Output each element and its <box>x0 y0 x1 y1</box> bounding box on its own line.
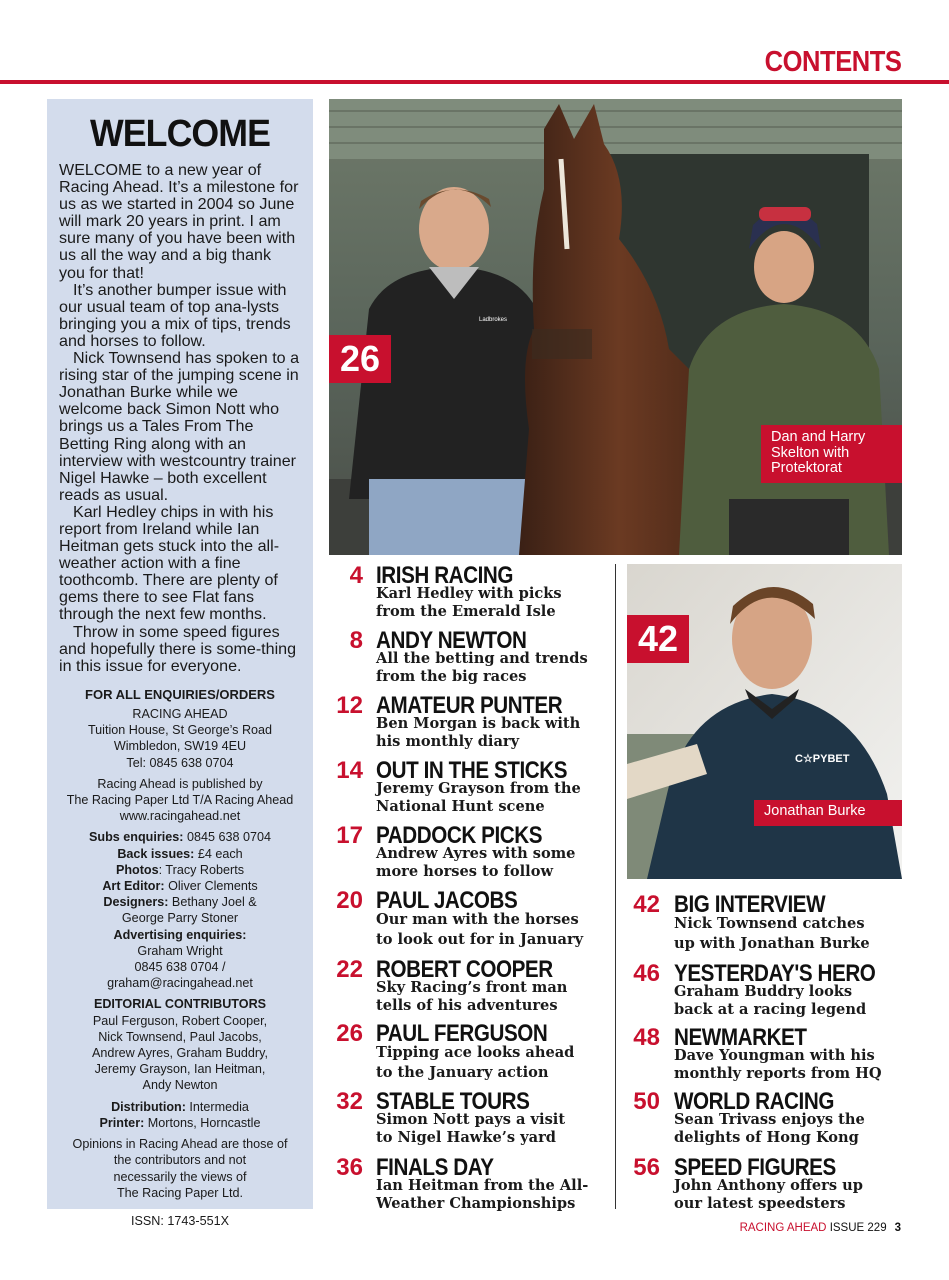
hero-photo-illustration <box>329 99 902 555</box>
entry-description: Simon Nott pays a visit to Nigel Hawke’s yard <box>376 1111 566 1146</box>
entry-page-number: 14 <box>336 757 363 784</box>
page-title: CONTENTS <box>764 46 901 78</box>
entry-title: PAUL JACOBS <box>376 887 518 914</box>
contributors-heading: EDITORIAL CONTRIBUTORS <box>93 997 267 1012</box>
entry-page-number: 20 <box>336 887 363 914</box>
distribution: Distribution: Intermedia <box>111 1099 249 1114</box>
feature-page-badge: 42 <box>627 615 689 663</box>
disclaimer-line: Opinions in Racing Ahead are those of <box>72 1137 288 1152</box>
entry-description: Graham Buddry looks back at a racing legend <box>674 983 867 1018</box>
credit-designers: Designers: Bethany Joel & <box>103 895 257 910</box>
entry-title: STABLE TOURS <box>376 1088 530 1115</box>
entry-page-number: 48 <box>633 1024 660 1051</box>
enquiries-heading: FOR ALL ENQUIRIES/ORDERS <box>85 686 275 702</box>
entry-description: Nick Townsend catches up with Jonathan Burke <box>674 915 870 952</box>
entry-page-number: 22 <box>336 956 363 983</box>
entry-description: John Anthony offers up our latest speedsters <box>674 1177 863 1212</box>
entry-description: Andrew Ayres with some more horses to follow <box>376 845 576 880</box>
entry-title: NEWMARKET <box>674 1024 807 1051</box>
entry-title: BIG INTERVIEW <box>674 891 826 918</box>
entry-page-number: 36 <box>336 1154 363 1181</box>
feature-caption: Jonathan Burke <box>754 800 902 826</box>
entry-page-number: 8 <box>349 627 363 654</box>
entry-description: Tipping ace looks ahead to the January action <box>376 1044 575 1081</box>
entry-title: ROBERT COOPER <box>376 956 553 983</box>
entry-description: Sean Trivass enjoys the delights of Hong Kong <box>674 1111 865 1146</box>
disclaimer-line: necessarily the views of <box>113 1169 247 1184</box>
address-line: Tuition House, St George’s Road <box>87 723 273 738</box>
entry-page-number: 46 <box>633 960 660 987</box>
hero-photo <box>329 99 902 555</box>
entry-description: Our man with the horses to look out for in January <box>376 911 584 948</box>
feature-photo-illustration <box>627 564 902 879</box>
advertising-email: graham@racingahead.net <box>107 976 253 991</box>
credit-back-issues: Back issues: £4 each <box>117 846 243 861</box>
entry-title: FINALS DAY <box>376 1154 494 1181</box>
advertising-line: 0845 638 0704 / <box>134 960 226 975</box>
publisher-line: The Racing Paper Ltd T/A Racing Ahead <box>66 793 294 808</box>
welcome-paragraph: It’s another bumper issue with our usual team of top ana-lysts bringing you a mix of tips, trends and horses to follow. <box>59 280 291 350</box>
entry-page-number: 12 <box>336 692 363 719</box>
footer-issue: ISSUE 229 <box>826 1222 887 1234</box>
entry-description: Sky Racing’s front man tells of his adventures <box>376 979 568 1014</box>
entry-title: PAUL FERGUSON <box>376 1020 548 1047</box>
disclaimer-line: The Racing Paper Ltd. <box>116 1185 243 1200</box>
entry-title: SPEED FIGURES <box>674 1154 836 1181</box>
welcome-title: WELCOME <box>90 113 270 155</box>
address-line: Wimbledon, SW19 4EU <box>113 739 247 754</box>
entry-description: Karl Hedley with picks from the Emerald Isle <box>376 585 562 620</box>
entry-description: Ben Morgan is back with his monthly diary <box>376 715 581 750</box>
welcome-body <box>59 162 301 675</box>
welcome-paragraph: Karl Hedley chips in with his report from Ireland while Ian Heitman gets stuck into the all-weather action with a fine toothcomb. There are plenty of gems there to see Flat fans through the next few months. <box>59 502 280 624</box>
welcome-sidebar <box>47 99 313 1228</box>
hero-caption: Dan and Harry Skelton with Protektorat <box>761 425 902 483</box>
entry-page-number: 4 <box>349 562 363 589</box>
contributors-line: Andy Newton <box>142 1078 218 1093</box>
welcome-paragraph: Nick Townsend has spoken to a rising star of the jumping scene in Jonathan Burke while we welcome back Simon Nott who brings us a Tales From The Betting Ring along with an interview with westcountry trainer Nigel Hawke – both excellent reads as usual. <box>59 349 300 504</box>
entry-description: Dave Youngman with his monthly reports from HQ <box>674 1047 882 1082</box>
header-rule <box>0 80 949 84</box>
entry-title: ANDY NEWTON <box>376 627 527 654</box>
publication-info <box>59 687 301 1229</box>
contributors-line: Nick Townsend, Paul Jacobs, <box>98 1029 262 1044</box>
entry-page-number: 50 <box>633 1088 660 1115</box>
issn: ISSN: 1743-551X <box>130 1213 229 1228</box>
hero-sponsor-logo: Ladbrokes <box>479 317 508 323</box>
entry-page-number: 42 <box>633 891 660 918</box>
footer-page-number: 3 <box>894 1222 901 1234</box>
printer: Printer: Mortons, Horncastle <box>99 1115 261 1130</box>
entry-page-number: 26 <box>336 1020 363 1047</box>
advertising-line: Graham Wright <box>137 943 223 958</box>
entry-title: WORLD RACING <box>674 1088 834 1115</box>
credit-art-editor: Art Editor: Oliver Clements <box>102 879 258 894</box>
feature-photo <box>627 564 902 879</box>
entry-page-number: 56 <box>633 1154 660 1181</box>
welcome-paragraph: Throw in some speed figures and hopefully there is some-thing in this issue for everyone. <box>59 622 297 675</box>
credit-designers-line2: George Parry Stoner <box>121 911 239 926</box>
entry-title: IRISH RACING <box>376 562 514 589</box>
footer-brand: RACING AHEAD <box>739 1222 827 1234</box>
entry-title: PADDOCK PICKS <box>376 822 543 849</box>
entry-description: Jeremy Grayson from the National Hunt scene <box>376 780 581 815</box>
entry-title: AMATEUR PUNTER <box>376 692 563 719</box>
credit-subs: Subs enquiries: 0845 638 0704 <box>88 830 272 845</box>
entry-page-number: 17 <box>336 822 363 849</box>
page-footer <box>740 1222 901 1234</box>
advertising-label: Advertising enquiries: <box>113 927 247 942</box>
entry-title: YESTERDAY'S HERO <box>674 960 876 987</box>
contributors-line: Paul Ferguson, Robert Cooper, <box>92 1013 268 1028</box>
welcome-paragraph: WELCOME to a new year of Racing Ahead. It’s a milestone for us as we started in 2004 so June will mark 20 years in print. I am sure many of you have been with us all the way and a big thank you for that! <box>59 161 299 282</box>
entry-page-number: 32 <box>336 1088 363 1115</box>
contributors-line: Jeremy Grayson, Ian Heitman, <box>94 1062 266 1077</box>
contributors-line: Andrew Ayres, Graham Buddry, <box>92 1046 268 1061</box>
disclaimer-line: the contributors and not <box>113 1153 247 1168</box>
hero-page-badge: 26 <box>329 335 391 383</box>
entry-description: Ian Heitman from the All- Weather Championships <box>376 1177 589 1212</box>
feature-sponsor-logo: C☆PYBET <box>795 753 850 765</box>
entry-title: OUT IN THE STICKS <box>376 757 568 784</box>
entry-description: All the betting and trends from the big races <box>376 650 588 685</box>
address-line: Tel: 0845 638 0704 <box>126 755 234 770</box>
credit-photos: Photos: Tracy Roberts <box>115 862 245 877</box>
column-divider <box>615 564 616 1209</box>
address-line: RACING AHEAD <box>132 707 228 722</box>
publisher-website: www.racingahead.net <box>119 809 241 824</box>
publisher-line: Racing Ahead is published by <box>97 776 263 791</box>
